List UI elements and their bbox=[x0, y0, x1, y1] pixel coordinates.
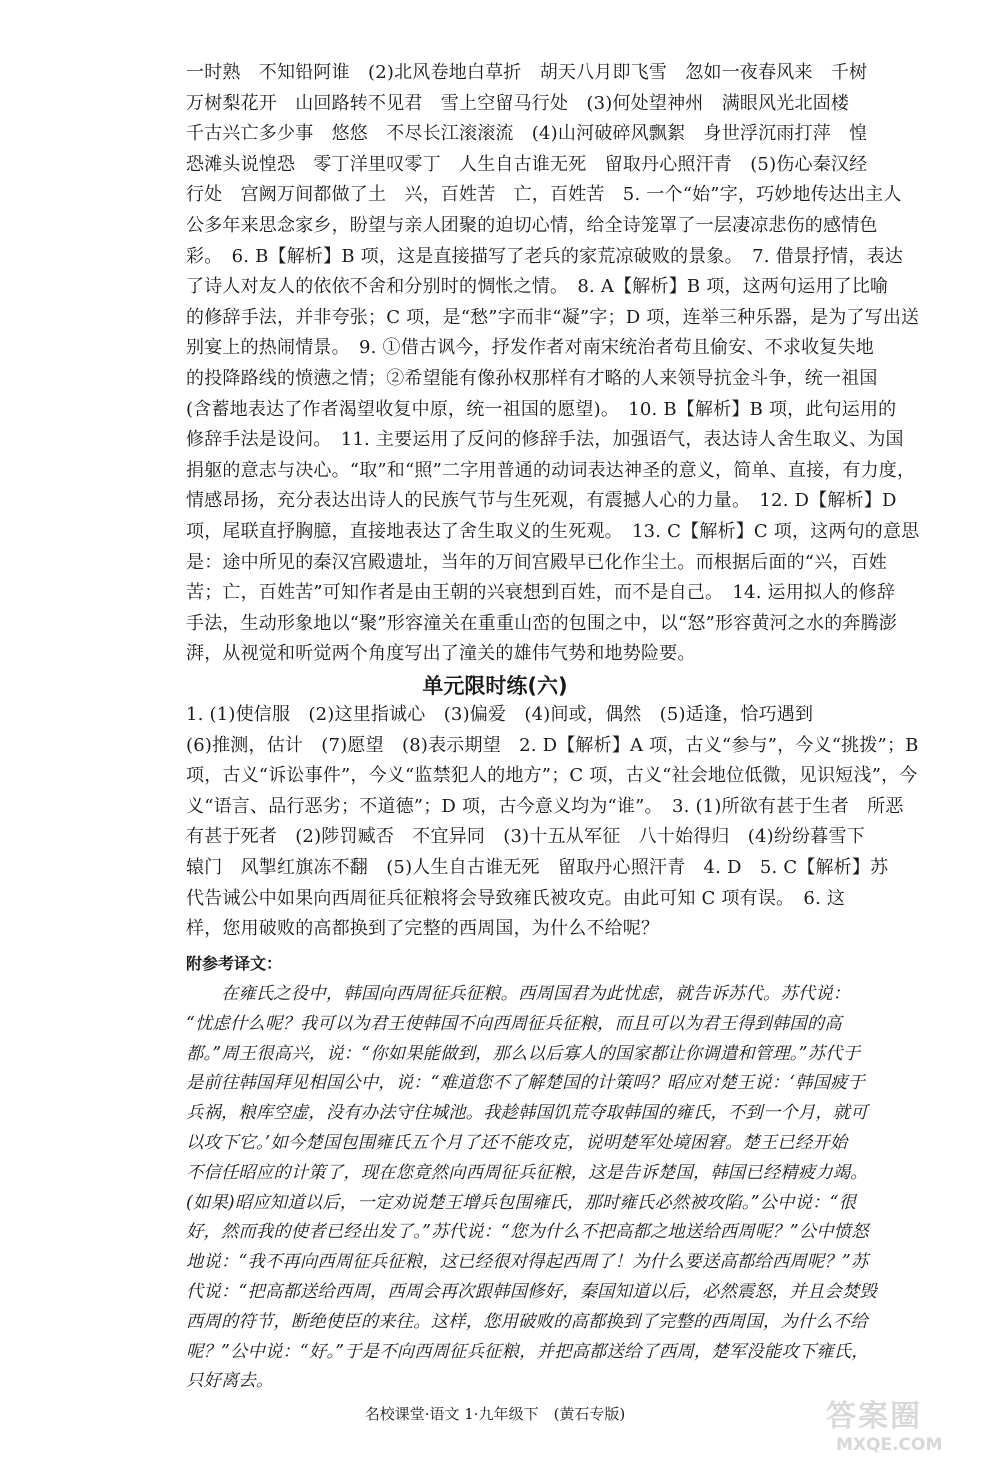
text-line: 地说：“我不再向西周征兵征粮，这已经很对得起西周了！为什么要送高都给西周呢？”苏 bbox=[186, 1252, 869, 1273]
text-line: (6)推测，估计 (7)愿望 (8)表示期望 2. D【解析】A 项，古义“参与”，今义“挑拨”；B bbox=[186, 734, 919, 756]
text-line: 万树梨花开 山回路转不见君 雪上空留马行处 (3)何处望神州 满眼风光北固楼 bbox=[186, 92, 850, 114]
text-line: 一时熟 不知铅阿谁 (2)北风卷地白草折 胡天八月即飞雪 忽如一夜春风来 千树 bbox=[186, 62, 868, 83]
text-line: 别宴上的热闹情景。 9. ①借古讽今，抒发作者对南宋统治者苟且偷安、不求收复失地 bbox=[186, 337, 874, 359]
text-line: 样，您用破败的高都换到了完整的西周国，为什么不给呢？ bbox=[186, 918, 660, 940]
text-line: 好，然而我的使者已经出发了。”苏代说：“您为什么不把高都之地送给西周呢？”公中愤怒 bbox=[186, 1222, 869, 1243]
text-line: 西周的符节，断绝使臣的来往。这样，您用破败的高都换到了完整的西周国，为什么不给 bbox=[186, 1311, 868, 1332]
text-line: (含蓄地表达了作者渴望收复中原，统一祖国的愿望)。 10. B【解析】B 项，此句运用的 bbox=[186, 398, 897, 420]
text-line: (如果)昭应知道以后，一定劝说楚王增兵包围雍氏，那时雍氏必然被攻陷。”公中说：“很 bbox=[186, 1192, 857, 1213]
text-line: 的投降路线的愤懑之情；②希望能有像孙权那样有才略的人来领导抗金斗争，统一祖国 bbox=[186, 367, 878, 389]
watermark-logo bbox=[826, 1400, 986, 1460]
text-line: 手法，生动形象地以“聚”形容潼关在重重山峦的包围之中，以“怒”形容黄河之水的奔腾澎 bbox=[186, 612, 898, 634]
text-line: 义“语言、品行恶劣；不道德”；D 项，古今意义均为“谁”。 3. (1)所欲有甚于生者 所恶 bbox=[186, 795, 904, 817]
text-line: 恐滩头说惶恐 零丁洋里叹零丁 人生自古谁无死 留取丹心照汗青 (5)伤心秦汉经 bbox=[186, 153, 868, 175]
text-line: 代说：“把高都送给西周，西周会再次跟韩国修好，秦国知道以后，必然震怒，并且会焚毁 bbox=[186, 1281, 877, 1302]
text-line: 兵祸，粮库空虚，没有办法守住城池。我趁韩国饥荒夺取韩国的雍氏，不到一个月，就可 bbox=[186, 1103, 868, 1124]
text-line: 辕门 风掣红旗冻不翻 (5)人生自古谁无死 留取丹心照汗青 4. D 5. C【解析】苏 bbox=[186, 856, 889, 878]
text-line: 只好离去。 bbox=[186, 1371, 274, 1392]
text-line: 项，尾联直抒胸臆，直接地表达了舍生取义的生死观。 13. C【解析】C 项，这两句的意思 bbox=[186, 520, 920, 542]
section-heading: 单元限时练(六) bbox=[422, 674, 568, 698]
reference-translation bbox=[186, 980, 877, 1397]
text-line: 代告诫公中如果向西周征兵征粮将会导致雍氏被攻克。由此可知 C 项有误。 6. 这 bbox=[186, 887, 846, 909]
translation-label: 附参考译文： bbox=[186, 954, 283, 973]
text-line: “忧虑什么呢？我可以为君王使韩国不向西周征兵征粮，而且可以为君王得到韩国的高 bbox=[186, 1013, 842, 1034]
text-line: 捐躯的意志与决心。“取”和“照”二字用普通的动词表达神圣的意义，简单、直接，有力度， bbox=[186, 459, 916, 481]
text-line: 呢？”公中说：“好。”于是不向西周征兵征粮，并把高都送给了西周，楚军没能攻下雍氏， bbox=[186, 1341, 869, 1362]
text-line: 行处 宫阙万间都做了土 兴，百姓苦 亡，百姓苦 5. 一个“始”字，巧妙地传达出主人 bbox=[186, 184, 902, 206]
answer-section-2 bbox=[186, 700, 919, 945]
text-line: 是前往韩国拜见相国公中，说：“难道您不了解楚国的计策吗？昭应对楚王说：‘韩国疲于 bbox=[186, 1073, 866, 1094]
page-footer: 名校课堂·语文 1·九年级下 (黄石专版) bbox=[364, 1405, 626, 1423]
text-line: 在雍氏之役中，韩国向西周征兵征粮。西周国君为此忧虑，就告诉苏代。苏代说： bbox=[186, 984, 851, 1004]
text-line: 了诗人对友人的依依不舍和分别时的惆怅之情。 8. A【解析】B 项，这两句运用了比喻 bbox=[186, 276, 889, 298]
text-line: 情感昂扬，充分表达出诗人的民族气节与生死观，有震撼人心的力量。 12. D【解析】D bbox=[186, 490, 897, 512]
text-line: 修辞手法是设问。 11. 主要运用了反问的修辞手法，加强语气，表达诗人舍生取义、为国 bbox=[186, 429, 904, 451]
text-line: 千古兴亡多少事 悠悠 不尽长江滚滚流 (4)山河破碎风飘絮 身世浮沉雨打萍 惶 bbox=[186, 123, 868, 145]
answer-section-1 bbox=[186, 58, 920, 670]
text-line: 都。”周王很高兴，说：“你如果能做到，那么以后寡人的国家都让你调遣和管理。”苏代于 bbox=[186, 1043, 861, 1064]
text-line: 彩。 6. B【解析】B 项，这是直接描写了老兵的家荒凉破败的景象。 7. 借景抒情，表达 bbox=[186, 245, 903, 267]
text-line: 湃，从视觉和听觉两个角度写出了潼关的雄伟气势和地势险要。 bbox=[186, 643, 696, 665]
text-line: 1. (1)使信服 (2)这里指诚心 (3)偏爱 (4)间或，偶然 (5)适逢，恰巧遇到 bbox=[186, 704, 814, 725]
text-line: 有甚于死者 (2)陟罚臧否 不宜异同 (3)十五从军征 八十始得归 (4)纷纷暮雪下 bbox=[186, 826, 865, 848]
text-line: 的修辞手法，并非夸张；C 项，是“愁”字而非“凝”字；D 项，连举三种乐器，是为了写出送 bbox=[186, 306, 920, 328]
text-line: 公多年来思念家乡，盼望与亲人团聚的迫切心情，给全诗笼罩了一层凄凉悲伤的感情色 bbox=[186, 214, 878, 236]
watermark-text: 答案圈 bbox=[826, 1399, 922, 1434]
text-line: 是：途中所见的秦汉宫殿遗址，当年的万间宫殿早已化作尘土。而根据后面的“兴，百姓 bbox=[186, 551, 887, 573]
text-line: 不信任昭应的计策了，现在您竟然向西周征兵征粮，这是告诉楚国，韩国已经精疲力竭。 bbox=[186, 1162, 868, 1183]
text-line: 项，古义“诉讼事件”，今义“监禁犯人的地方”；C 项，古义“社会地位低微，见识短浅”，今 bbox=[186, 765, 918, 787]
text-line: 苦；亡，百姓苦”可知作者是由王朝的兴衰想到百姓，而不是自己。 14. 运用拟人的修辞 bbox=[186, 582, 895, 604]
watermark-site: MXQE.COM bbox=[836, 1435, 943, 1455]
text-line: 以攻下它。’如今楚国包围雍氏五个月了还不能攻克，说明楚军处境困窘。楚王已经开始 bbox=[186, 1132, 848, 1153]
